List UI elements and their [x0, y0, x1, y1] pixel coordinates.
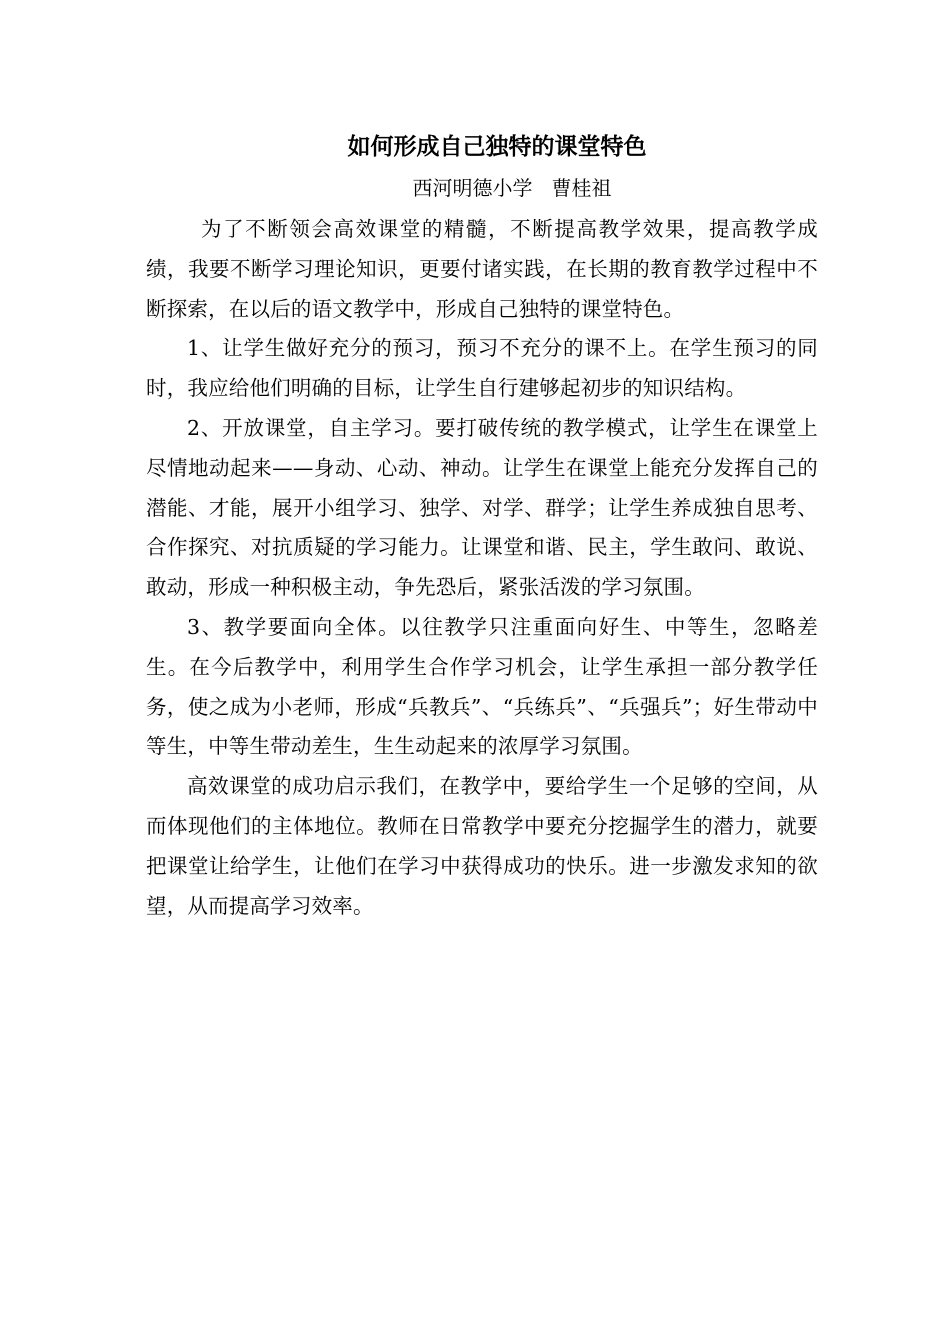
point-3-paragraph: 3、教学要面向全体。以往教学只注重面向好生、中等生，忽略差生。在今后教学中，利用学生合作学习机会，让学生承担一部分教学任务，使之成为小老师，形成“兵教兵”、“兵练兵”、“兵强兵”；好生带动中等生，中等生带动差生，生生动起来的浓厚学习氛围。 — [146, 614, 818, 759]
intro-paragraph: 为了不断领会高效课堂的精髓，不断提高教学效果，提高教学成绩，我要不断学习理论知识，更要付诸实践，在长期的教育教学过程中不断探索，在以后的语文教学中，形成自己独特的课堂特色。 — [146, 217, 818, 321]
point-1-paragraph: 1、让学生做好充分的预习，预习不充分的课不上。在学生预习的同时，我应给他们明确的目标，让学生自行建够起初步的知识结构。 — [146, 336, 818, 401]
point-2-paragraph: 2、开放课堂，自主学习。要打破传统的教学模式，让学生在课堂上尽情地动起来——身动、心动、神动。让学生在课堂上能充分发挥自己的潜能、才能，展开小组学习、独学、对学、群学；让学生养成独自思考、合作探究、对抗质疑的学习能力。让课堂和谐、民主，学生敢问、敢说、敢动，形成一种积极主动，争先恐后，紧张活泼的学习氛围。 — [146, 415, 818, 600]
document-title: 如何形成自己独特的课堂特色 — [347, 134, 647, 160]
author-byline: 西河明德小学 曹桂祖 — [412, 176, 612, 200]
document-body — [146, 124, 818, 926]
conclusion-paragraph: 高效课堂的成功启示我们，在教学中，要给学生一个足够的空间，从而体现他们的主体地位。教师在日常教学中要充分挖掘学生的潜力，就要把课堂让给学生，让他们在学习中获得成功的快乐。进一步激发求知的欲望，从而提高学习效率。 — [146, 774, 818, 918]
